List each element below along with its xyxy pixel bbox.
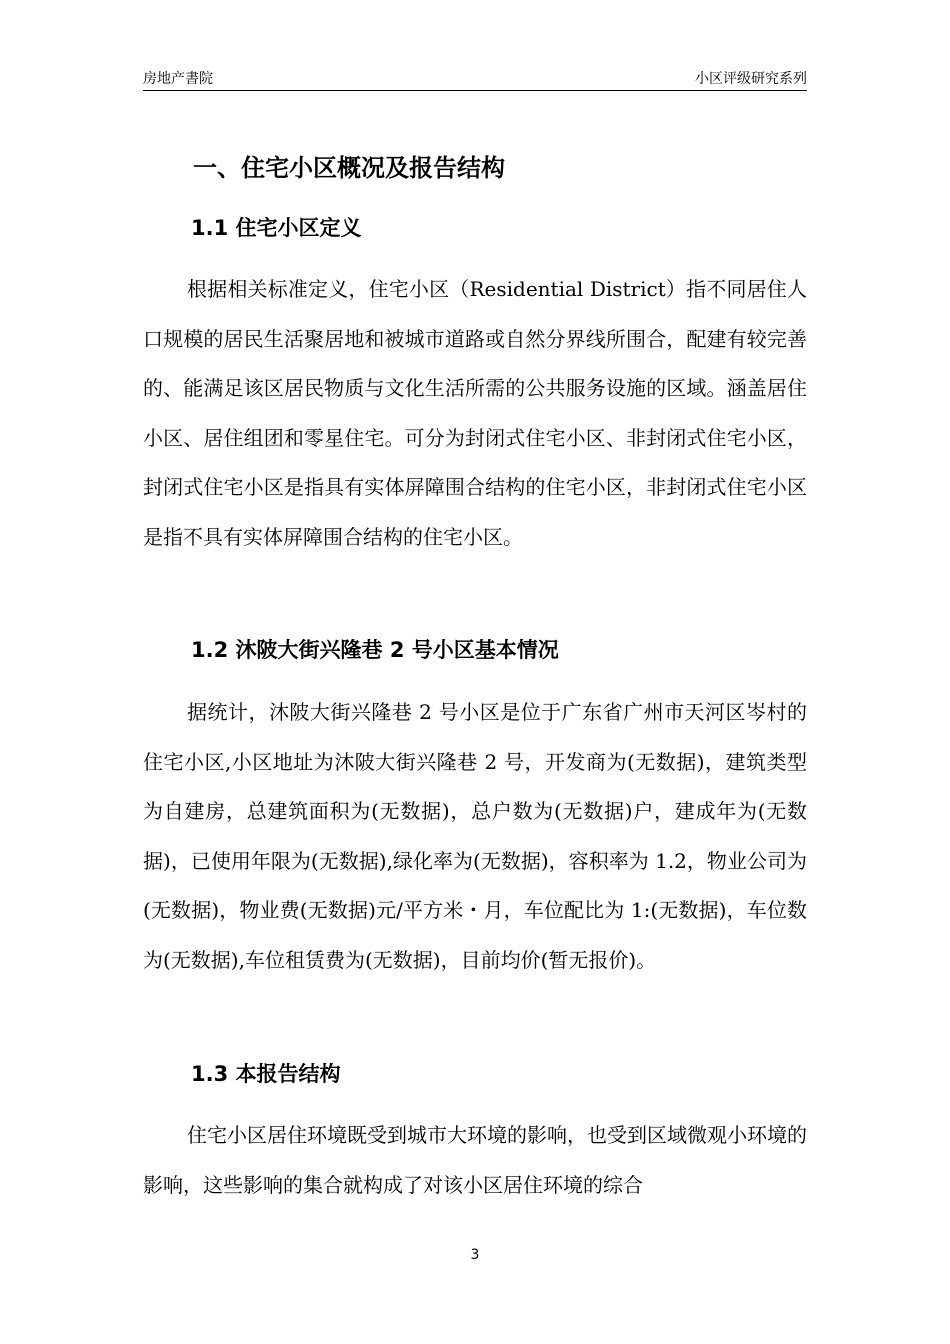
header-series: 小区评级研究系列 (695, 71, 807, 87)
page-header (143, 64, 807, 91)
heading-basic-info: 1.2 沐陂大街兴隆巷 2 号小区基本情况 (191, 638, 559, 662)
paragraph-report-structure: 住宅小区居住环境既受到城市大环境的影响，也受到区域微观小环境的影响，这些影响的集合就构成了对该小区居住环境的综合 (143, 1123, 807, 1197)
paragraph-basic-info: 据统计，沐陂大街兴隆巷 2 号小区是位于广东省广州市天河区岑村的住宅小区,小区地址为沐陂大街兴隆巷 2 号，开发商为(无数据)，建筑类型为自建房，总建筑面积为(无数据)，总户数为(无数据)户，建成年为(无数据)，已使用年限为(无数据),绿化率为(无数据)，容积率为 1.2，物业公司为(无数据)，物业费(无数据)元/平方米・月，车位配比为 1:(无数据)，车位数为(无数据),车位租赁费为(无数据)，目前均价(暂无报价)。 (143, 700, 807, 972)
header-publisher: 房地产書院 (143, 71, 213, 87)
paragraph-definition: 根据相关标准定义，住宅小区（Residential District）指不同居住人口规模的居民生活聚居地和被城市道路或自然分界线所围合，配建有较完善的、能满足该区居民物质与文化生活所需的公共服务设施的区域。涵盖居住小区、居住组团和零星住宅。可分为封闭式住宅小区、非封闭式住宅小区，封闭式住宅小区是指具有实体屏障围合结构的住宅小区，非封闭式住宅小区是指不具有实体屏障围合结构的住宅小区。 (143, 277, 807, 549)
page-number: 3 (470, 1247, 480, 1263)
heading-definition: 1.1 住宅小区定义 (191, 216, 362, 240)
heading-report-structure: 1.3 本报告结构 (191, 1062, 341, 1086)
section-title: 一、住宅小区概况及报告结构 (193, 154, 505, 182)
